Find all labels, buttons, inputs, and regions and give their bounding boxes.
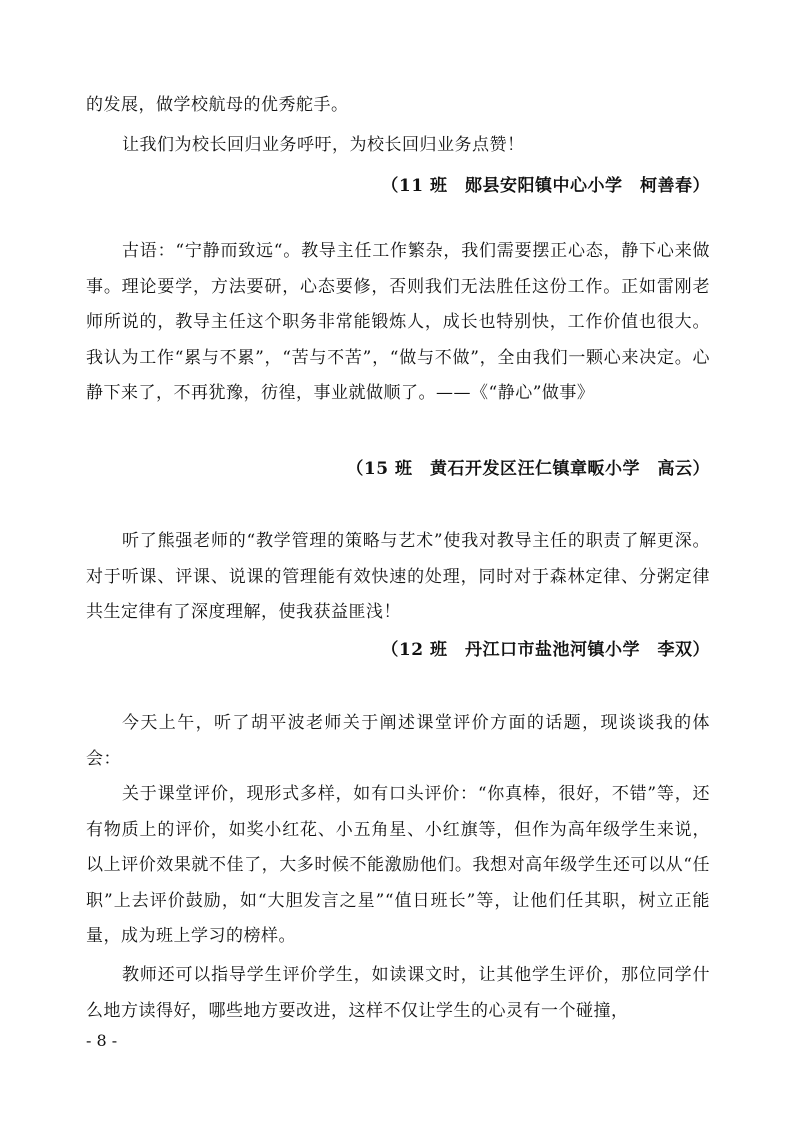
paragraph-continuation: 的发展，做学校航母的优秀舵手。 <box>86 95 349 115</box>
paragraph-call-to-action: 让我们为校长回归业务呼吁，为校长回归业务点赞！ <box>122 135 525 155</box>
paragraph-quiet-mind: 古语：“宁静而致远“。教导主任工作繁杂，我们需要摆正心态，静下心来做事。理论要学，方法要研，心态要修，否则我们无法胜任这份工作。正如雷刚老师所说的，教导主任这个职务非常能锻炼人，成长也特别快，工作价值也很大。我认为工作“累与不累”，“苦与不苦”，“做与不做”，全由我们一颗心来决定。心静下来了，不再犹豫，彷徨，事业就做顺了。——《“静心”做事》 <box>86 241 710 403</box>
paragraph-teaching-management: 听了熊强老师的“教学管理的策略与艺术”使我对教导主任的职责了解更深。对于听课、评课、说课的管理能有效快速的处理，同时对于森林定律、分粥定律共生定律有了深度理解，使我获益匪浅！ <box>86 531 710 622</box>
paragraph-classroom-evaluation-intro: 今天上午，听了胡平波老师关于阐述课堂评价方面的话题，现谈谈我的体会： <box>86 713 710 769</box>
signature-3: （12 班 丹江口市盐池河镇小学 李双） <box>381 640 710 660</box>
paragraph-evaluation-forms: 关于课堂评价，现形式多样，如有口头评价：“你真棒，很好，不错”等，还有物质上的评价，如奖小红花、小五角星、小红旗等，但作为高年级学生来说，以上评价效果就不佳了，大多时候不能激励他们。我想对高年级学生还可以从“任职”上去评价鼓励，如“大胆发言之星”“值日班长”等，让他们任其职，树立正能量，成为班上学习的榜样。 <box>86 784 710 946</box>
paragraph-student-peer-evaluation: 教师还可以指导学生评价学生，如读课文时，让其他学生评价，那位同学什么地方读得好，哪些地方要改进，这样不仅让学生的心灵有一个碰撞， <box>86 965 710 1021</box>
signature-1: （11 班 郧县安阳镇中心小学 柯善春） <box>381 176 710 196</box>
page-number: - 8 - <box>86 1031 118 1050</box>
signature-2: （15 班 黄石开发区汪仁镇章畈小学 高云） <box>346 459 710 479</box>
